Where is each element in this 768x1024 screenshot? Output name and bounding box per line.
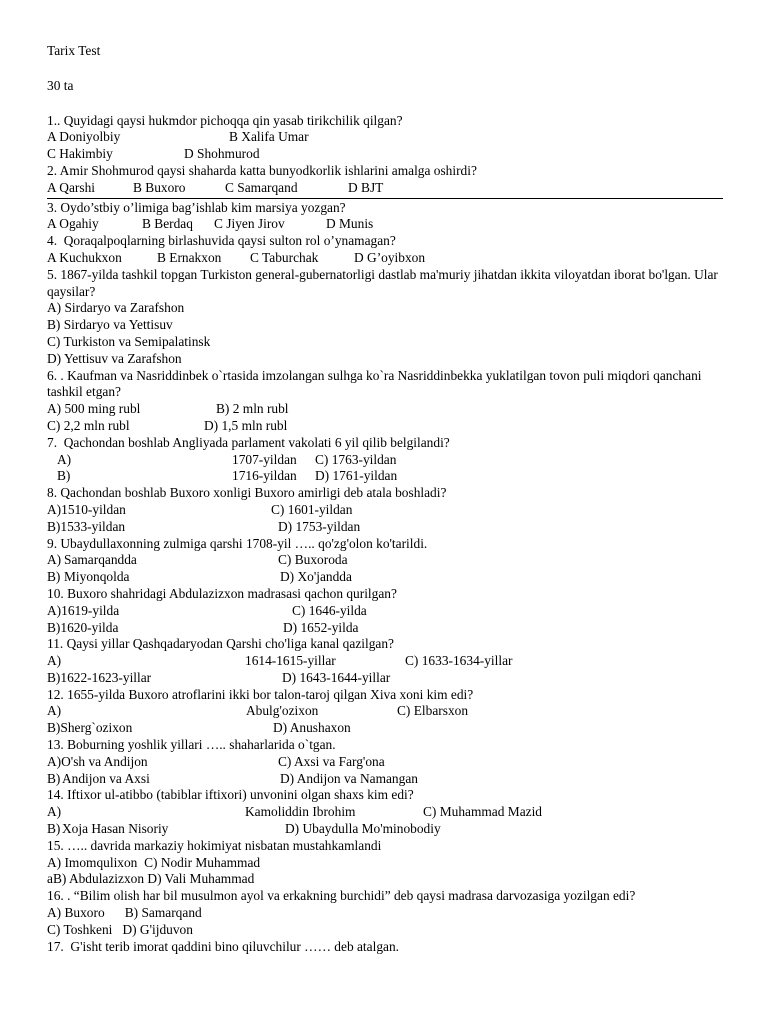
option-a: 1614-1615-yillar (245, 653, 336, 669)
answer-row (47, 620, 723, 637)
option-a: Abulg'ozixon (246, 703, 319, 719)
option-d: D) 1,5 mln rubl (204, 417, 288, 433)
option-a-label: A) (47, 552, 62, 568)
answer-row (47, 452, 723, 469)
test-document (47, 43, 723, 955)
option-b: B)1622-1623-yillar (47, 669, 152, 685)
option-d: D Munis (326, 216, 374, 232)
question-text: 5. 1867-yilda tashkil topgan Turkiston general-gubernatorligi dastlab ma'muriy jihatdan ikkita viloyatdan iborat bo'lgan. Ular qaysilar? (47, 266, 718, 299)
option-b-label: B) (47, 770, 61, 786)
answer-row (47, 703, 723, 720)
answer-row (47, 804, 723, 821)
option-c: C) 1646-yilda (292, 602, 367, 618)
option-b: B Ernakxon (157, 249, 222, 265)
option-b: B)1620-yilda (47, 619, 119, 635)
option-c: C Jiyen Jirov (214, 216, 285, 232)
option-c: C) 1633-1634-yillar (405, 653, 513, 669)
option-b: Xoja Hasan Nisoriy (62, 821, 169, 837)
question-count: 30 ta (47, 77, 74, 93)
question-text: 8. Qachondan boshlab Buxoro xonligi Buxoro amirligi deb atala boshladi? (47, 485, 447, 501)
answer-row: aB) Abdulazizxon D) Vali Muhammad (47, 871, 255, 887)
option-b: Andijon va Axsi (62, 770, 150, 786)
answer-row (47, 502, 723, 519)
option-c: C) Muhammad Mazid (423, 804, 543, 820)
answer-row (47, 250, 723, 267)
option-d: D) Andijon va Namangan (280, 770, 418, 786)
option-d: D) Ubaydulla Mo'minobodiy (285, 821, 441, 837)
answer-row (47, 771, 723, 788)
answer-row (47, 468, 723, 485)
option-a: A Doniyolbiy (47, 129, 121, 145)
document-title: Tarix Test (47, 43, 101, 58)
answer-row (47, 653, 723, 670)
answer-row (47, 216, 723, 233)
answer-row (47, 754, 723, 771)
option-b: B Buxoro (133, 179, 186, 195)
option-c: C) Turkiston va Semipalatinsk (47, 333, 211, 349)
option-d: D) Xo'jandda (280, 569, 352, 585)
option-a: A)1619-yilda (47, 602, 120, 618)
answer-row (47, 569, 723, 586)
option-c: C) Elbarsxon (397, 703, 469, 719)
option-b: B Xalifa Umar (229, 129, 309, 145)
option-a-label: A) (47, 804, 62, 820)
option-c: C Samarqand (225, 179, 298, 195)
option-b-label: B) (47, 821, 61, 837)
option-d: D) Yettisuv va Zarafshon (47, 350, 182, 366)
option-c: C) 1601-yildan (271, 501, 353, 517)
answer-row (47, 129, 723, 146)
question-text: 16. . “Bilim olish har bil musulmon ayol va erkakning burchidi” deb qaysi madrasa darvozasiga yozilgan edi? (47, 888, 636, 904)
option-b: B Berdaq (142, 216, 193, 232)
option-d: D) 1652-yilda (283, 619, 359, 635)
option-d: D) Anushaxon (273, 720, 351, 736)
answer-row (47, 519, 723, 536)
question-text: 4. Qoraqalpoqlarning birlashuvida qaysi sulton rol o’ynamagan? (47, 233, 396, 249)
option-a: A)1510-yildan (47, 501, 126, 517)
option-d: D) 1753-yildan (278, 518, 361, 534)
option-b-label: B) (57, 468, 71, 484)
option-b: B) 2 mln rubl (216, 401, 289, 417)
option-a: A Qarshi (47, 179, 95, 195)
answer-row (47, 720, 723, 737)
option-d: D) 1761-yildan (315, 468, 398, 484)
option-c: C) Axsi va Farg'ona (278, 753, 385, 769)
option-a: Kamoliddin Ibrohim (245, 804, 356, 820)
answer-row (47, 418, 723, 435)
answer-row: A) Imomqulixon C) Nodir Muhammad (47, 854, 261, 870)
question-text: 7. Qachondan boshlab Angliyada parlament vakolati 6 yil qilib belgilandi? (47, 434, 450, 450)
option-a-label: A) (57, 451, 72, 467)
option-d: D G’oyibxon (354, 249, 426, 265)
option-b: B)1533-yildan (47, 518, 126, 534)
option-a: A Ogahiy (47, 216, 99, 232)
answer-row (47, 180, 723, 197)
option-a: A)O'sh va Andijon (47, 753, 148, 769)
option-a: A) 500 ming rubl (47, 401, 141, 417)
option-d: D BJT (348, 179, 384, 195)
option-b: 1716-yildan (232, 468, 297, 484)
question-text: 17. G'isht terib imorat qaddini bino qiluvchilur …… deb atalgan. (47, 938, 399, 954)
answer-row (47, 552, 723, 569)
question-text: 10. Buxoro shahridagi Abdulazizxon madrasasi qachon qurilgan? (47, 585, 397, 601)
question-text: 6. . Kaufman va Nasriddinbek o`rtasida imzolangan sulhga ko`ra Nasriddinbekka yuklatilgan tovon puli miqdori qanchani tashkil etgan? (47, 367, 702, 400)
option-a: Samarqandda (64, 552, 137, 568)
option-d: D Shohmurod (184, 146, 260, 162)
option-b: Miyonqolda (64, 569, 130, 585)
option-b-label: B) (47, 569, 61, 585)
option-b: B)Sherg`ozixon (47, 720, 133, 736)
answer-row (47, 603, 723, 620)
answer-row (47, 821, 723, 838)
option-c: C) Buxoroda (278, 552, 348, 568)
question-text: 11. Qaysi yillar Qashqadaryodan Qarshi cho'liga kanal qazilgan? (47, 636, 394, 652)
option-a: A Kuchukxon (47, 249, 122, 265)
question-text: 15. ….. davrida markaziy hokimiyat nisbatan mustahkamlandi (47, 837, 382, 853)
option-d: D) 1643-1644-yillar (282, 669, 391, 685)
option-c: C) 2,2 mln rubl (47, 417, 130, 433)
option-c: C Taburchak (250, 249, 319, 265)
question-text: 13. Boburning yoshlik yillari ….. shaharlarida o`tgan. (47, 737, 336, 753)
answer-row: C) Toshkeni D) G'ijduvon (47, 921, 193, 937)
option-a: 1707-yildan (232, 451, 297, 467)
question-text: 3. Oydo’stbiy o’limiga bag’ishlab kim marsiya yozgan? (47, 199, 346, 215)
question-text: 2. Amir Shohmurod qaysi shaharda katta bunyodkorlik ishlarini amalga oshirdi? (47, 162, 477, 178)
option-b: B) Sirdaryo va Yettisuv (47, 317, 173, 333)
option-a-label: A) (47, 703, 62, 719)
option-a: A) Sirdaryo va Zarafshon (47, 300, 185, 316)
question-text: 14. Iftixor ul-atibbo (tabiblar iftixori) unvonini olgan shaxs kim edi? (47, 787, 414, 803)
answer-row (47, 401, 723, 418)
horizontal-rule (47, 198, 723, 199)
question-text: 1.. Quyidagi qaysi hukmdor pichoqqa qin yasab tirikchilik qilgan? (47, 112, 403, 128)
answer-row (47, 670, 723, 687)
question-text: 9. Ubaydullaxonning zulmiga qarshi 1708-yil ….. qo'zg'olon ko'tarildi. (47, 535, 428, 551)
answer-row: A) Buxoro B) Samarqand (47, 905, 202, 921)
option-a-label: A) (47, 653, 62, 669)
option-c: C Hakimbiy (47, 146, 113, 162)
answer-row (47, 146, 723, 163)
option-c: C) 1763-yildan (315, 451, 397, 467)
question-text: 12. 1655-yilda Buxoro atroflarini ikki bor talon-taroj qilgan Xiva xoni kim edi? (47, 686, 474, 702)
